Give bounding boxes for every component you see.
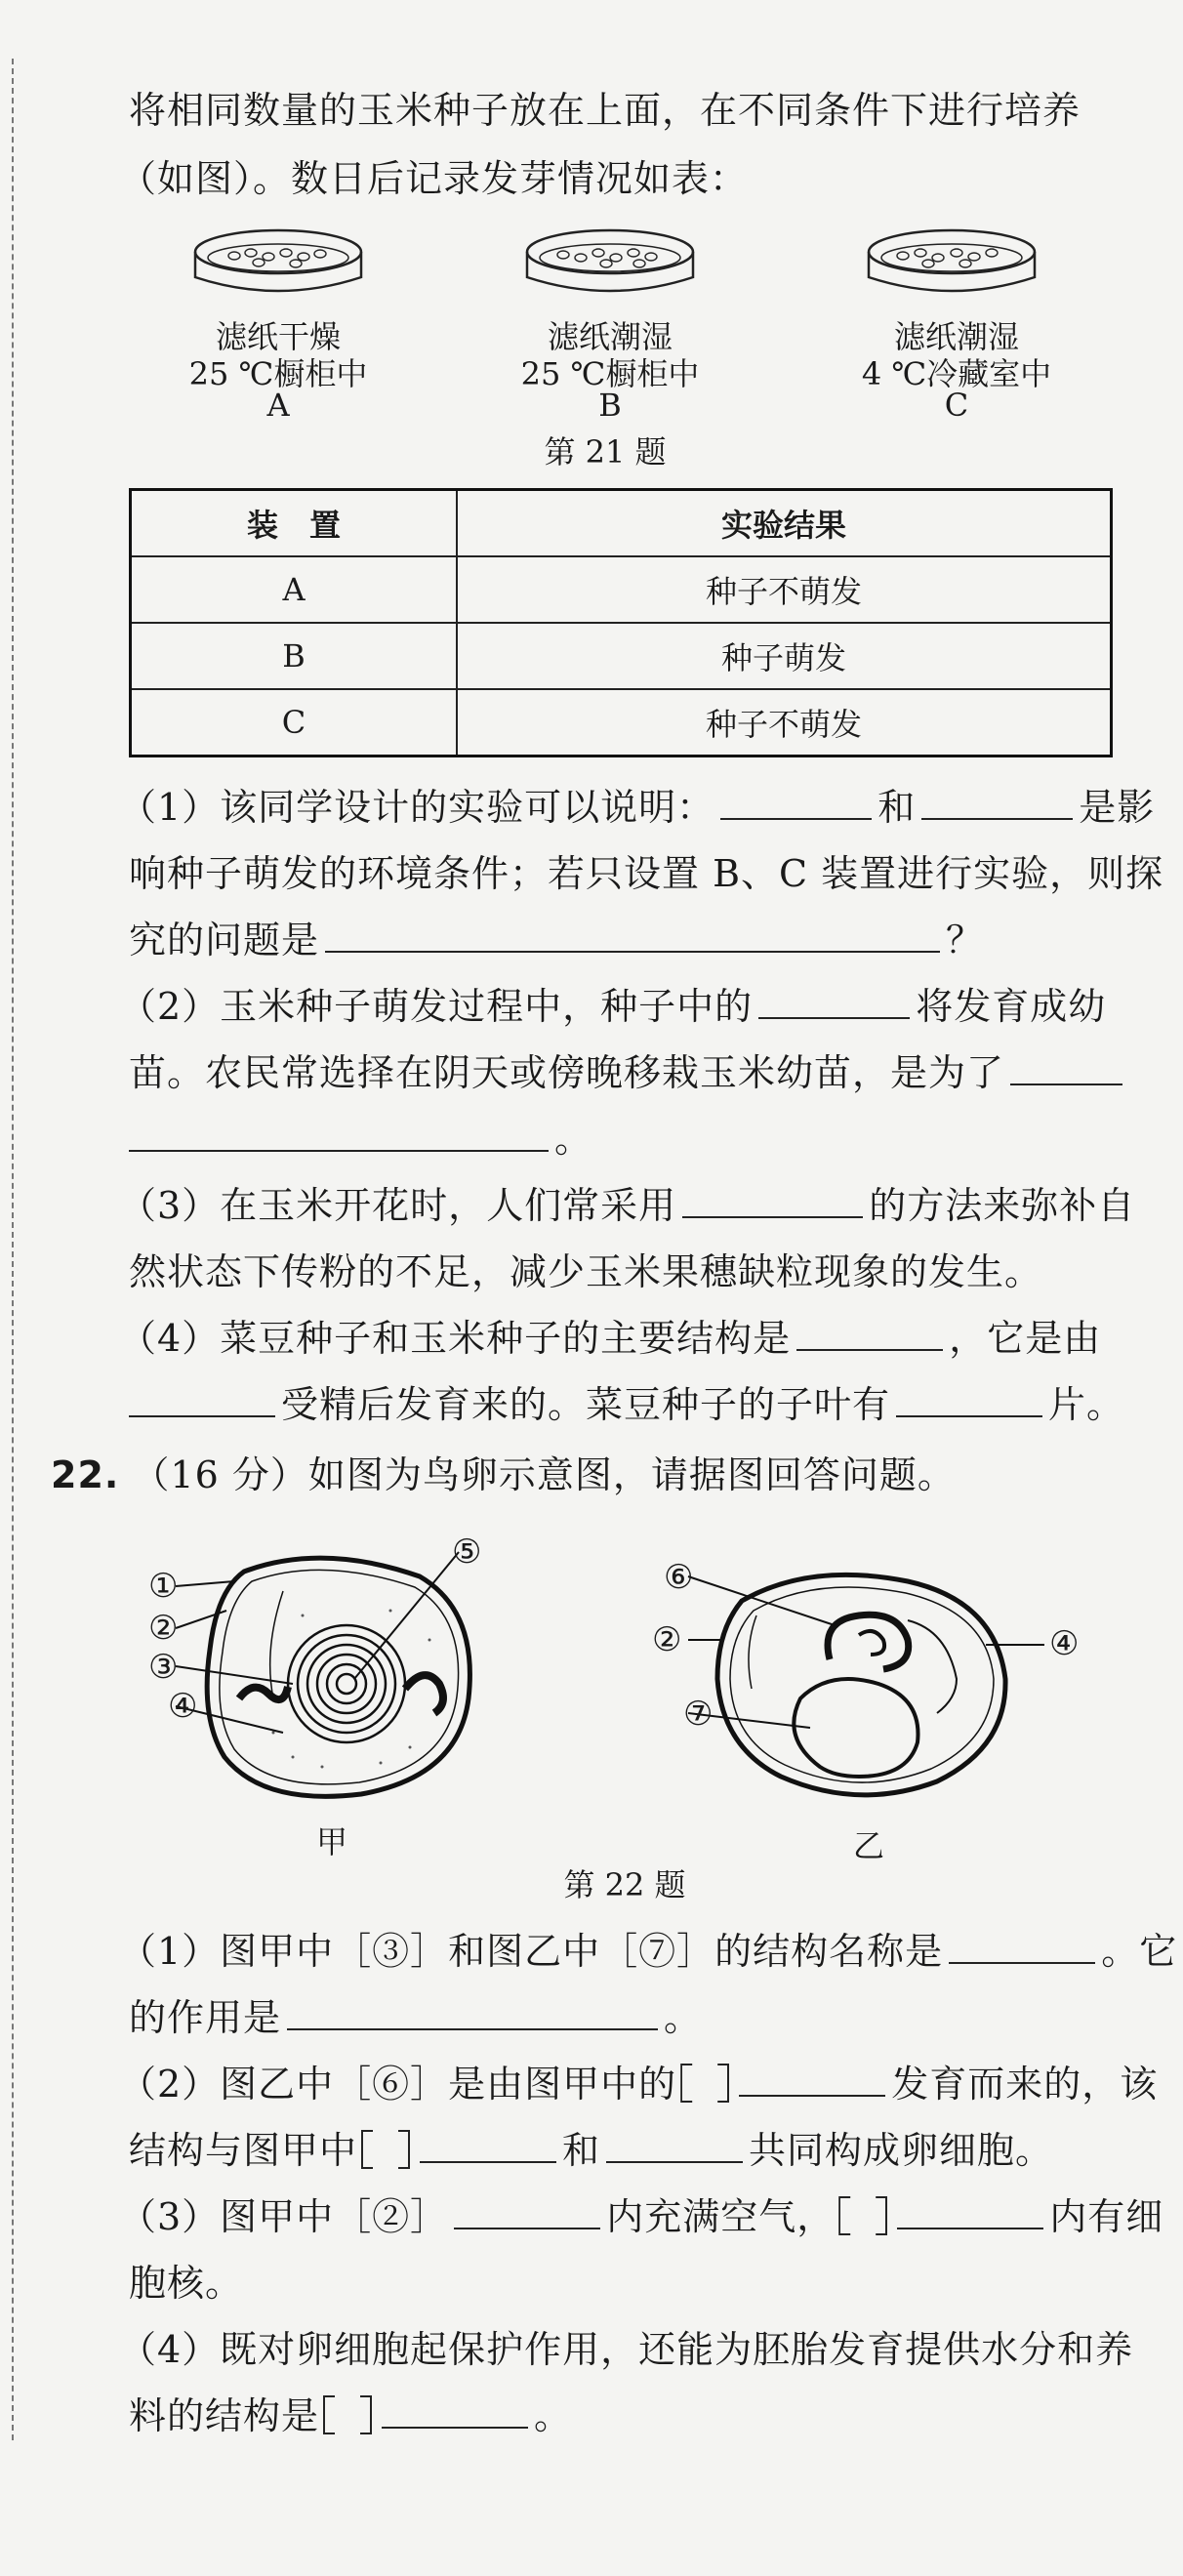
q22-p3-text: 内充满空气， [606, 2195, 836, 2238]
q22-intro: （16 分）如图为鸟卵示意图，请据图回答问题。 [132, 1453, 956, 1496]
figure-21-caption: 第 21 题 [544, 433, 667, 470]
dish-c-label: C [944, 387, 969, 424]
answer-blank[interactable] [382, 2395, 528, 2429]
answer-blank[interactable] [287, 1997, 658, 2030]
results-table [129, 488, 1113, 757]
q21-p3-text: 的方法来弥补自 [869, 1184, 1136, 1227]
figure-22-caption: 第 22 题 [563, 1866, 686, 1903]
q21-p1-text: 是影 [1079, 786, 1156, 829]
answer-blank[interactable] [739, 2064, 885, 2097]
q21-p2-text: 将发育成幼 [916, 985, 1107, 1028]
answer-blank[interactable] [758, 986, 910, 1019]
q22-p2-text: （2）图乙中［⑥］是由图甲中的 [119, 2063, 677, 2106]
q22-p2-text: 结构与图甲中 [129, 2129, 358, 2172]
dish-b-condition-2: 25 ℃橱柜中 [520, 355, 700, 392]
q21-p1-text: （1）该同学设计的实验可以说明： [119, 786, 715, 829]
table-cell-device: C [131, 689, 458, 756]
q21-p2-text: 苗。农民常选择在阴天或傍晚移栽玉米幼苗，是为了 [129, 1051, 1005, 1094]
q22-p1-text: 的作用是 [129, 1996, 282, 2039]
q22-p2-text: 和 [562, 2129, 601, 2172]
intro-line-1: 将相同数量的玉米种子放在上面，在不同条件下进行培养 [129, 89, 1081, 132]
intro-line-2: （如图）。数日后记录发芽情况如表： [119, 157, 749, 200]
label-6: ⑥ [664, 1558, 695, 1597]
q21-part1-line1 [119, 777, 1155, 831]
q22-part1-line1 [119, 1921, 1177, 1975]
petri-dish-a-figure [190, 223, 366, 310]
q21-part1-line3 [129, 910, 984, 963]
bracket-blank[interactable] [838, 2196, 887, 2235]
answer-blank[interactable] [720, 787, 872, 820]
dish-c-condition-2: 4 ℃冷藏室中 [861, 355, 1052, 392]
table-cell-result: 种子不萌发 [457, 556, 1112, 623]
answer-blank[interactable] [129, 1119, 549, 1152]
petri-dish-c-figure [864, 223, 1040, 310]
q22-part2-line2 [129, 2120, 1053, 2174]
q22-part2-line1 [119, 2054, 1158, 2107]
q21-part4-line1 [119, 1308, 1101, 1362]
label-2-yi: ② [652, 1620, 683, 1659]
label-4: ④ [168, 1687, 199, 1726]
dish-c-condition-1: 滤纸潮湿 [893, 318, 1019, 355]
table-cell-result: 种子不萌发 [457, 689, 1112, 756]
table-header-result: 实验结果 [457, 490, 1112, 557]
answer-blank[interactable] [897, 2196, 1043, 2229]
dashed-margin-line [12, 59, 14, 2440]
answer-blank[interactable] [796, 1318, 943, 1351]
label-1: ① [148, 1567, 180, 1606]
table-row [131, 623, 1112, 689]
table-row [131, 556, 1112, 623]
label-7: ⑦ [683, 1695, 714, 1734]
q21-p1-text: 和 [877, 786, 917, 829]
q21-part2-line1 [119, 976, 1106, 1030]
answer-blank[interactable] [420, 2130, 556, 2163]
dish-b-condition-1: 滤纸潮湿 [547, 318, 673, 355]
q22-p4-text: 。 [534, 2394, 573, 2437]
q22-p3-text: （3）图甲中［②］ [119, 2195, 449, 2238]
q22-p1-text: 。 [664, 1996, 703, 2039]
egg-diagram-yi [664, 1542, 1054, 1816]
q21-part2-line2 [129, 1043, 1128, 1096]
table-row [131, 689, 1112, 756]
table-cell-result: 种子萌发 [457, 623, 1112, 689]
q22-p3-text: 内有细 [1049, 2195, 1164, 2238]
q21-part3-line2: 然状态下传粉的不足，减少玉米果穗缺粒现象的发生。 [129, 1250, 1043, 1293]
q22-part3-line2: 胞核。 [129, 2262, 244, 2305]
q21-p4-text: ，它是由 [949, 1317, 1102, 1360]
label-3: ③ [148, 1648, 180, 1687]
q22-heading [51, 1445, 956, 1498]
table-header-device: 装 置 [131, 490, 458, 557]
q21-part3-line1 [119, 1175, 1135, 1229]
q22-p1-text: （1）图甲中［③］和图乙中［⑦］的结构名称是 [119, 1930, 944, 1973]
answer-blank[interactable] [129, 1384, 275, 1417]
q21-p2-text: （2）玉米种子萌发过程中，种子中的 [119, 985, 754, 1028]
q21-part2-line3 [129, 1109, 592, 1163]
q21-p3-text: （3）在玉米开花时，人们常采用 [119, 1184, 677, 1227]
dish-a-condition-2: 25 ℃橱柜中 [188, 355, 368, 392]
q21-part1-line2: 响种子萌发的环境条件；若只设置 B、C 装置进行实验，则探 [129, 852, 1164, 895]
dish-b-label: B [598, 387, 622, 424]
q21-p2-text: 。 [554, 1118, 593, 1161]
q21-p1-text: ？ [946, 919, 985, 961]
answer-blank[interactable] [606, 2130, 743, 2163]
dish-a-label: A [266, 387, 290, 424]
answer-blank[interactable] [921, 787, 1073, 820]
table-header-row [131, 490, 1112, 557]
dish-a-condition-1: 滤纸干燥 [215, 318, 341, 355]
answer-blank[interactable] [896, 1384, 1042, 1417]
q21-p4-text: （4）菜豆种子和玉米种子的主要结构是 [119, 1317, 792, 1360]
q21-p1-text: 究的问题是 [129, 919, 320, 961]
answer-blank[interactable] [325, 920, 940, 953]
answer-blank[interactable] [454, 2196, 600, 2229]
q22-part1-line2 [129, 1987, 702, 2041]
q22-p1-text: 。它 [1101, 1930, 1178, 1973]
question-number: 22. [51, 1453, 120, 1496]
petri-dish-b-figure [522, 223, 698, 310]
label-4-yi: ④ [1049, 1624, 1081, 1663]
q22-part3-line1 [119, 2187, 1163, 2240]
table-cell-device: B [131, 623, 458, 689]
figure-yi-title: 乙 [852, 1827, 884, 1864]
egg-diagram-jia [146, 1533, 498, 1825]
bracket-blank[interactable] [361, 2130, 410, 2169]
label-5: ⑤ [452, 1533, 483, 1572]
answer-blank[interactable] [949, 1931, 1095, 1964]
figure-jia-title: 甲 [315, 1823, 347, 1860]
table-cell-device: A [131, 556, 458, 623]
bracket-blank[interactable] [680, 2064, 729, 2103]
q22-part4-line1: （4）既对卵细胞起保护作用，还能为胚胎发育提供水分和养 [119, 2328, 1134, 2371]
q21-p4-text: 片。 [1048, 1383, 1125, 1426]
q21-p4-text: 受精后发育来的。菜豆种子的子叶有 [281, 1383, 891, 1426]
answer-blank[interactable] [682, 1185, 863, 1218]
q22-part4-line2 [129, 2386, 572, 2439]
q22-p2-text: 共同构成卵细胞。 [749, 2129, 1054, 2172]
label-2: ② [148, 1609, 180, 1648]
q21-part4-line2 [129, 1374, 1124, 1428]
answer-blank[interactable] [1010, 1052, 1122, 1085]
q22-p4-text: 料的结构是 [129, 2394, 320, 2437]
q22-p2-text: 发育而来的，该 [891, 2063, 1159, 2106]
bracket-blank[interactable] [323, 2395, 372, 2434]
